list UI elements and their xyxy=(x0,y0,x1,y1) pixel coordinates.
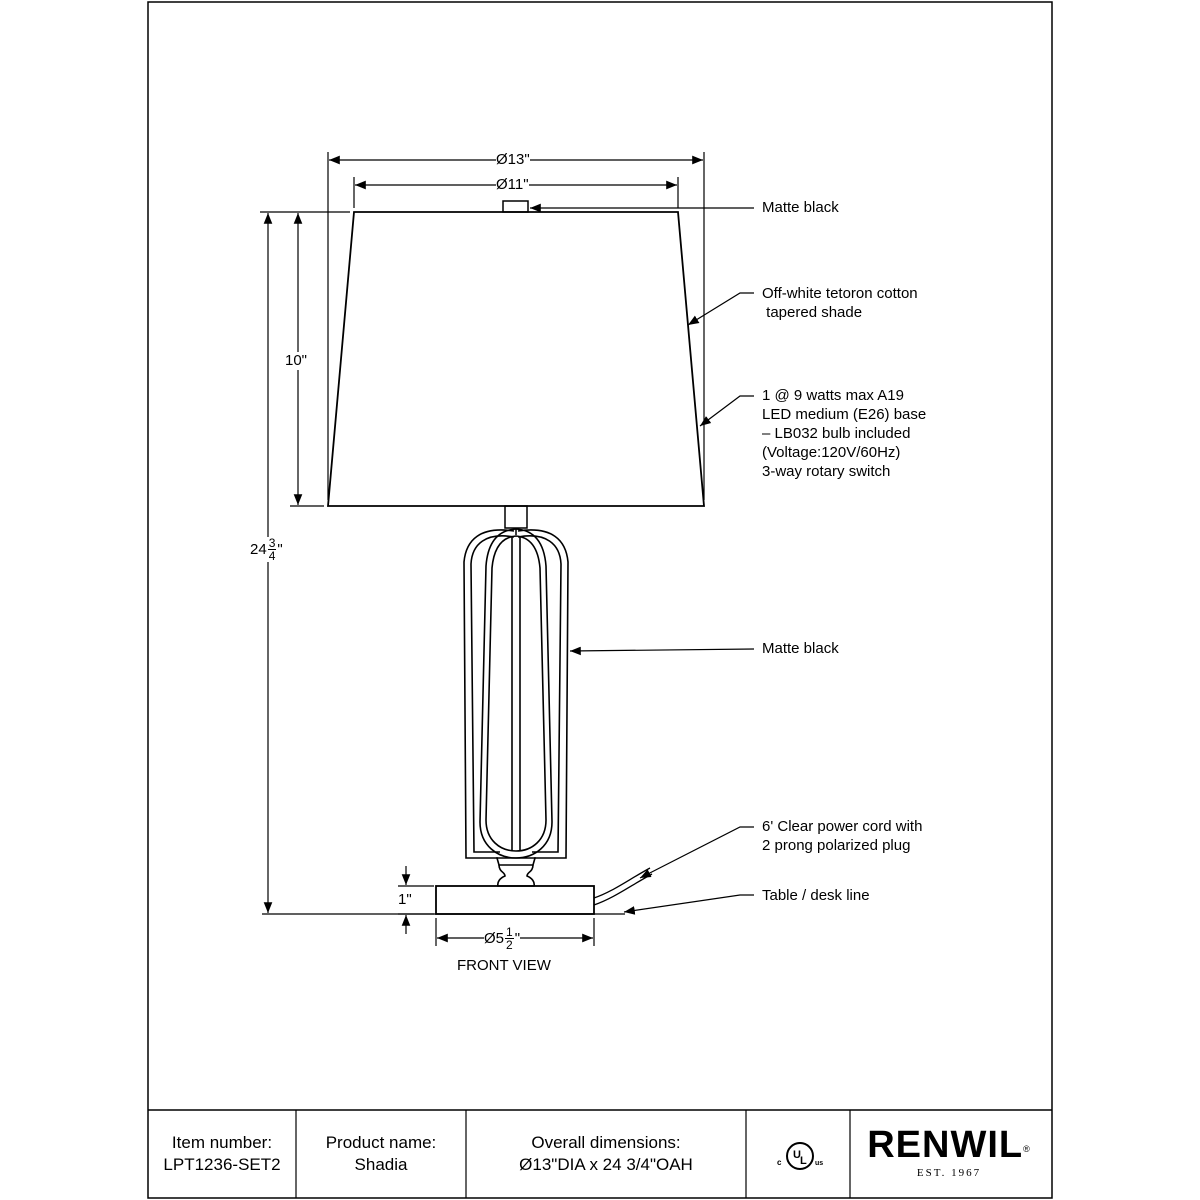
base-diameter-unit: " xyxy=(514,929,521,947)
lamp-foot xyxy=(497,858,535,886)
base-diameter-den: 2 xyxy=(506,938,513,952)
brand-established: EST. 1967 xyxy=(916,1167,982,1179)
callout-shade-line2: tapered shade xyxy=(762,304,863,321)
dim-overall-height xyxy=(260,212,290,913)
svg-text:c: c xyxy=(777,1158,782,1167)
item-number-value: LPT1236-SET2 xyxy=(163,1155,281,1174)
callout-table: Table / desk line xyxy=(762,887,870,904)
callout-body: Matte black xyxy=(762,640,839,657)
lamp-body xyxy=(464,529,568,858)
svg-text:us: us xyxy=(815,1160,824,1167)
callout-bulb-line1: 1 @ 9 watts max A19 xyxy=(762,387,904,404)
callout-shade xyxy=(762,284,918,322)
overall-height-num: 3 xyxy=(268,536,276,550)
callout-bulb-line5: 3-way rotary switch xyxy=(762,463,891,480)
brand-logo xyxy=(860,1124,1038,1180)
overall-dimensions-label: Overall dimensions: xyxy=(531,1133,681,1152)
power-cord xyxy=(594,868,652,905)
dim-shade-bottom xyxy=(328,152,704,500)
product-name-label: Product name: xyxy=(325,1133,437,1152)
callout-cord-line2: 2 prong polarized plug xyxy=(762,837,911,854)
item-number-label: Item number: xyxy=(171,1133,273,1152)
dim-label-overall-height xyxy=(250,537,283,562)
callout-bulb xyxy=(762,386,926,481)
svg-text:U: U xyxy=(793,1149,801,1161)
callout-bulb-line4: (Voltage:120V/60Hz) xyxy=(762,444,901,461)
title-product-name xyxy=(296,1110,466,1198)
view-caption: FRONT VIEW xyxy=(457,957,551,974)
dim-label-base-diameter xyxy=(484,926,520,951)
callout-bulb-line2: LED medium (E26) base xyxy=(762,406,927,423)
brand-name: RENWIL xyxy=(867,1124,1024,1166)
callout-finial: Matte black xyxy=(762,199,839,216)
callout-cord-line1: 6' Clear power cord with xyxy=(762,818,923,835)
base-diameter-fraction xyxy=(505,926,514,951)
lamp-base xyxy=(436,886,594,914)
title-overall-dimensions xyxy=(466,1110,746,1198)
overall-height-whole: 24 xyxy=(250,540,267,558)
dim-label-shade-height: 10" xyxy=(285,352,308,369)
callout-cord xyxy=(762,817,922,855)
dim-label-base-height: 1" xyxy=(398,891,412,908)
overall-height-unit: " xyxy=(277,540,283,558)
overall-height-fraction xyxy=(268,537,277,562)
lamp-stem xyxy=(505,506,527,528)
svg-text:L: L xyxy=(800,1155,807,1167)
brand-name-row xyxy=(860,1124,1038,1166)
dim-label-shade-bottom: Ø13" xyxy=(496,151,530,168)
title-item-number xyxy=(148,1110,296,1198)
overall-height-den: 4 xyxy=(268,549,276,563)
callout-shade-line1: Off-white tetoron cotton xyxy=(762,285,918,302)
brand-registered-mark: ® xyxy=(1023,1144,1031,1154)
lamp-shade xyxy=(328,212,704,506)
callout-bulb-line3: – LB032 bulb included xyxy=(762,425,911,442)
dim-label-shade-top: Ø11" xyxy=(496,176,529,193)
base-diameter-num: 1 xyxy=(506,925,513,939)
leader-lines xyxy=(530,208,754,912)
finial xyxy=(503,201,528,212)
base-diameter-prefix: Ø5 xyxy=(484,929,505,947)
sheet-border xyxy=(148,2,1052,1198)
overall-dimensions-value: Ø13"DIA x 24 3/4"OAH xyxy=(519,1155,693,1174)
ul-listed-logo xyxy=(770,1138,830,1174)
product-name-value: Shadia xyxy=(354,1155,408,1174)
